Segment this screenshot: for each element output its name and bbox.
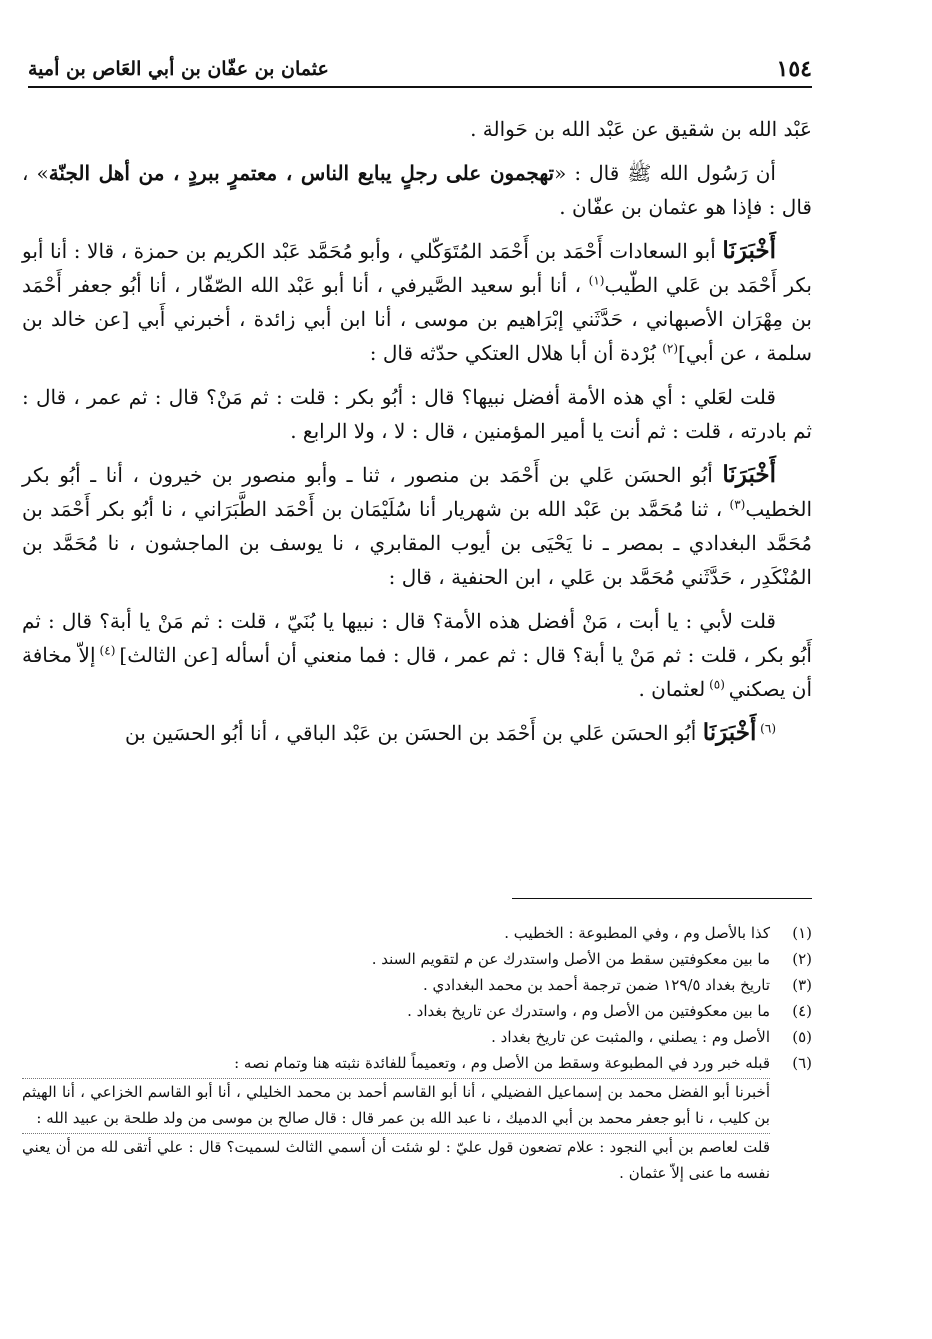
footnote-ref-2: (٢)	[662, 341, 679, 356]
paragraph-7	[22, 716, 812, 750]
paragraph-6	[22, 604, 812, 706]
p6-text-a: قلت لأبي : يا أبت ، مَنْ أفضل هذه الأمة؟ قال : نبيها يا بُنَيّ ، قلت : ثم مَنْ يا أبة؟ قال : ثم أَبُو بكر ، قلت : ثم مَنْ يا أبة؟ قال : ثم عمر ، قال : فما منعني أن أسأله [عن الثالث]	[22, 609, 812, 667]
footnote-text: قبله خبر ورد في المطبوعة وسقط من الأصل وم ، وتعميماً للفائدة نثبته هنا وتمام نصه :	[234, 1054, 770, 1072]
footnote-6	[22, 1050, 812, 1186]
paragraph-3	[22, 234, 812, 370]
footnote-4	[22, 998, 812, 1024]
p3-text-b: ، أنا أبو سعيد الصَّيرفي ، أنا أبو عَبْد الله الصّفّار ، أنا أبُو جعفر أَحْمَد بن مِهْرَان الأصبهاني ، حَدَّثَني إبْرَاهيم بن موسى ، أنا ابن أبي زائدة ، أخبرني أَبي [عن خالد بن سلمة ، عن أبي]	[22, 273, 812, 365]
p3-text-a: أبو السعادات أَحْمَد بن أَحْمَد المُتَوَكّلي ، وأبو مُحَمَّد عَبْد الكريم بن حمزة ، قالا : أنا أبو بكر أَحْمَد بن عَلي الطّيب	[22, 239, 812, 297]
footnote-number: (٢)	[792, 950, 812, 968]
akhbarana-keyword: أَخْبَرَنَا	[702, 719, 757, 746]
footnote-5	[22, 1024, 812, 1050]
footnote-separator	[512, 898, 812, 899]
footnote-number: (٣)	[792, 976, 812, 994]
running-title: عثمان بن عفّان بن أبي العَاص بن أمية	[28, 58, 329, 80]
paragraph-5	[22, 458, 812, 594]
footnote-ref-6: (٦)	[756, 721, 776, 736]
p5-text-a: أبُو الحسَن عَلي بن أَحْمَد بن منصور ، ثنا ـ وأبو منصور بن خيرون ، أنا ـ أبُو بكر الخطيب	[22, 463, 812, 521]
page-header	[28, 52, 812, 88]
footnote-ref-5: (٥)	[705, 677, 729, 692]
footnote-6-narration-2: قلت لعاصم بن أبي النجود : علام تضعون قول عليّ : لو شئت أن أسمي الثالث لسميت؟ قال : علي أتقى لله من أن يعني نفسه ما عنى إلاّ عثمان .	[22, 1133, 770, 1186]
footnote-number: (٦)	[792, 1054, 812, 1072]
p7-text: أبُو الحسَن عَلي بن أَحْمَد بن الحسَن بن عَبْد الباقي ، أنا أبُو الحسَين بن	[124, 721, 703, 745]
p6-text-c: لعثمان .	[638, 677, 706, 701]
p5-text-b: ، ثنا مُحَمَّد بن عَبْد الله بن شهريار أنا سُلَيْمَان بن أَحْمَد الطَّبَرَاني ، نا أبُو بكر أَحْمَد بن مُحَمَّد البغدادي ـ بمصر ـ نا يَحْيَى بن أيوب المقابري ، نا يوسف بن الماجشون ، نا مُحَمَّد بن المُنْكَدِر ، حَدَّثَني مُحَمَّد بن عَلي ، ابن الحنفية ، قال :	[22, 497, 812, 589]
footnote-number: (٤)	[792, 1002, 812, 1020]
p3-text-c: بُرْدة أن أبا هلال العتكي حدّثه قال :	[369, 341, 663, 365]
p1-text: عَبْد الله بن شقيق عن عَبْد الله بن حَوالة .	[470, 117, 812, 141]
p6-text-b: إلاّ مخافة أن يصكني	[22, 643, 812, 701]
paragraph-1	[22, 112, 812, 146]
footnote-text: كذا بالأصل وم ، وفي المطبوعة : الخطيب .	[504, 924, 770, 942]
akhbarana-keyword: أَخْبَرَنَا	[722, 237, 776, 264]
p4-text: قلت لعَلي : أي هذه الأمة أفضل نبيها؟ قال : أبُو بكر : قلت : ثم مَنْ؟ قال : ثم عمر ، قال : ثم بادرته ، قلت : ثم أنت يا أمير المؤمنين ، قال : لا ، ولا الرابع .	[22, 385, 812, 443]
p2-tail: » ، قال : فإذا هو عثمان بن عفّان .	[22, 161, 812, 219]
footnotes	[22, 920, 812, 1186]
akhbarana-keyword: أَخْبَرَنَا	[722, 461, 776, 488]
main-text	[22, 112, 812, 760]
footnote-ref-1: (١)	[588, 273, 605, 288]
footnote-2	[22, 946, 812, 972]
footnote-text: تاريخ بغداد ١٢٩/٥ ضمن ترجمة أحمد بن محمد البغدادي .	[422, 976, 770, 994]
p2-lead: أن رَسُول الله ﷺ قال : «	[554, 161, 776, 185]
footnote-ref-3: (٣)	[729, 497, 746, 512]
footnote-ref-4: (٤)	[95, 643, 120, 658]
page-number: ١٥٤	[776, 56, 812, 82]
paragraph-2	[22, 156, 812, 224]
footnote-1	[22, 920, 812, 946]
footnote-3	[22, 972, 812, 998]
footnote-6-narration: أخبرنا أبو الفضل محمد بن إسماعيل الفضيلي ، أنا أبو القاسم أحمد بن محمد الخليلي ، أنا أبو القاسم الخزاعي ، أنا الهيثم بن كليب ، نا أبو جعفر محمد بن أبي الدميك ، نا عبد الله بن عمر قال : قال صالح بن موسى من ولد طلحة بن عبيد الله :	[22, 1078, 770, 1131]
footnote-number: (٥)	[792, 1028, 812, 1046]
footnote-text-block	[22, 1050, 770, 1186]
paragraph-4	[22, 380, 812, 448]
hadith-quote: تهجمون على رجلٍ يبايع الناس ، معتمرٍ ببردٍ ، من أهل الجنّة	[48, 161, 555, 185]
footnote-number: (١)	[792, 924, 812, 942]
footnote-text: الأصل وم : يصلني ، والمثبت عن تاريخ بغداد .	[491, 1028, 770, 1046]
footnote-text: ما بين معكوفتين سقط من الأصل واستدرك عن م لتقويم السند .	[371, 950, 770, 968]
footnote-text: ما بين معكوفتين من الأصل وم ، واستدرك عن تاريخ بغداد .	[407, 1002, 770, 1020]
